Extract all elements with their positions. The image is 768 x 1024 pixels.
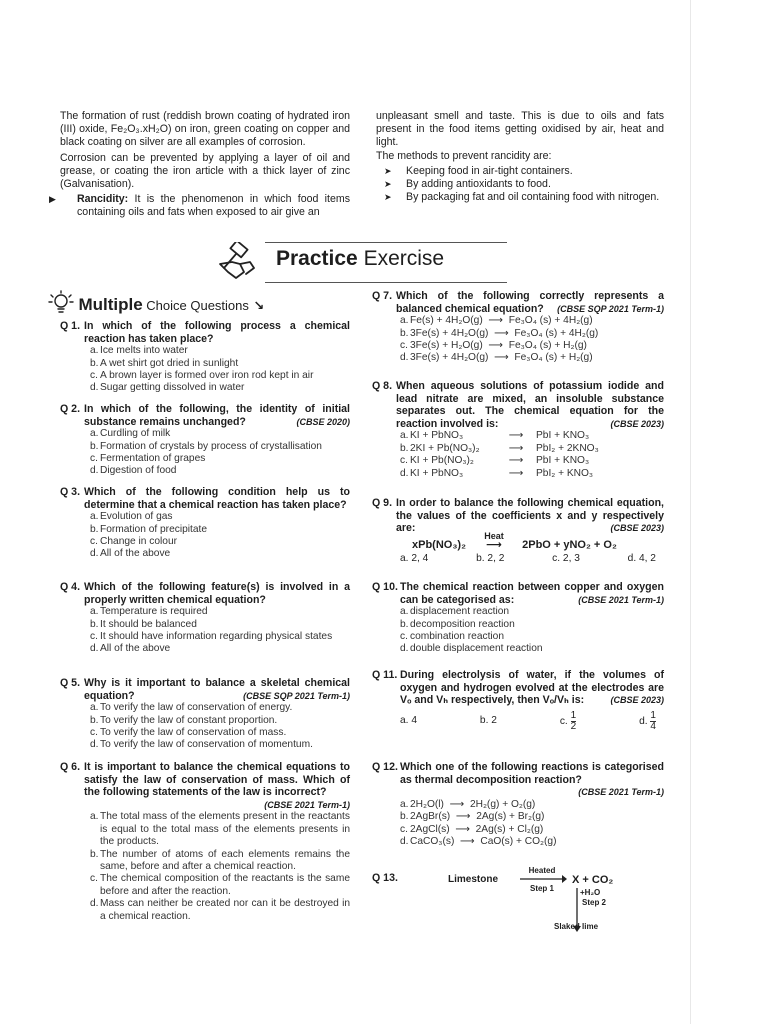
heading-text: Practice Exercise (276, 247, 445, 270)
question-8: Q 8. When aqueous solutions of potassium iodide and lead nitrate are mixed, an insoluble substance separates out. The chemical equation for the reaction involved is: (CBSE 2023) a. KI + PbNO₃ ⟶ PbI + KNO₃ b. 2KI + Pb(NO₃)₂ ⟶ PbI₂ + 2KNO₃ c. KI + Pb(NO₃)₂ ⟶ PbI + KNO₃ d. KI + PbNO₃ ⟶ PbI₂ + KNO₃ (372, 380, 664, 479)
question-10: Q 10. The chemical reaction between copper and oxygen can be categorised as: (CBSE 2021 Term-1) a. displacement reaction b. decomposition reaction c. combination reaction d. double displacement reaction (372, 581, 664, 655)
source-tag: (CBSE SQP 2021 Term-1) (557, 303, 664, 314)
question-4: Q 4. Which of the following feature(s) is involved in a properly written chemical equation? a. Temperature is required b. It should be balanced c. It should have information regarding physical states d. All of the above (60, 581, 350, 655)
q11-options (400, 711, 656, 732)
option: a. 2, 4 (400, 553, 429, 565)
arrow-icon: ⟶ (494, 352, 509, 364)
option: c. A brown layer is formed over iron rod kept in air (90, 370, 314, 381)
option: a. The total mass of the elements present in the reactants is equal to the total mass of the elements presents in the products. (90, 811, 350, 848)
hammer-hand-icon (214, 242, 258, 282)
q9-equation: xPb(NO₃)₂ Heat ⟶ 2PbO + yNO₂ + O₂ (412, 530, 617, 551)
question-5: Q 5. Why is it important to balance a skeletal chemical equation? (CBSE SQP 2021 Term-1) a. To verify the law of conservation of energy. b. To verify the law of constant proportion. c. To verify the law of conservation of mass. d. To verify the law of conservation of momentum. (60, 677, 350, 751)
option: d. All of the above (90, 643, 171, 655)
option: b. To verify the law of constant proportion. (90, 714, 278, 726)
methods-list (376, 165, 664, 205)
option: c. combination reaction (400, 631, 505, 642)
option: a. displacement reaction (400, 606, 510, 618)
option: d. KI + PbNO₃ ⟶ PbI₂ + KNO₃ (400, 467, 594, 479)
option: b. 2 (479, 714, 497, 726)
arrow-icon: ⟶ (455, 823, 470, 835)
textbook-page: The formation of rust (reddish brown coating of hydrated iron (III) oxide, Fe₂O₃.xH₂O) on iron, green coating on copper and black coating on silver are all examples of corrosion. Corrosion can be prevented by applying a layer of oil and grease, or coating the iron article with a thick layer of zinc (Galvanisation). ▶ Rancidity: It is the phenomenon in which food items containing oils and fats when exposed to air give an unpleasant smell and taste. This is due to oils and fats present in the food items getting oxidised by air, heat and light. The methods to prevent rancidity are: ➤ Keeping food in air-tight containers. ➤ By adding antioxidants to food. ➤ By packaging fat and oil containing food with nitrogen. Practice Exercise Multiple Choice Questions ↘ Q 1. In which of the following process a chemical reaction has taken place? a. Ice melts into water b. A wet shirt got dried in sunlight c. A brown layer is formed over iron rod kept in air d. Sugar getting dissolved in water Q 2. In which of the following, the identity of initial substance remains unchanged? (CBSE 2020) a. Curdling of milk b. Formation of crystals by process of crystallisation c. Fermentation of grapes d. Digestion of food Q 3. Which of the following condition help us to determine that a chemical reaction has taken place? a. Evolution of gas b. Formation of precipitate c. Change in colour d. All of the above Q 4. Which of the following feature(s) is involved in a properly written chemical equation? a. Temperature is required b. It should be balanced c. It should have information regarding physical states d. All of the above Q 5. Why is it important to balance a skeletal chemical equation? (CBSE SQP 2021 Term-1) a. To verify the law of conservation of energy. b. To verify the law of constant proportion. c. To verify the law of conservation of mass. d. To verify the law of conservation of momentum. Q 6. It is important to balance the chemical equations to satisfy the law of conservation of mass. Which of the following statements of the law is incorrect? (CBSE 2021 Term-1) a. The total mass of the elements present in the reactants is equal to the total mass of the elements presents in the products. b. The number of atoms of each elements remains the same, before and after a chemical reaction. c. The chemical composition of the reactants is the same before and after the reaction. d. Mass can neither be created nor can it be destroyed in a chemical reaction. Q 7. Which of the following correctly represents a balanced chemical equation? (CBSE SQP 2021 Term-1) a. Fe(s) + 4H₂O(g) ⟶ Fe₃O₄ (s) + 4H₂(g) b. 3Fe(s) + 4H₂O(g) ⟶ Fe₃O₄ (s) + 4H₂(g) c. 3Fe(s) + H₂O(g) ⟶ Fe₃O₄ (s) + H₂(g) d. 3Fe(s) + 4H₂O(g) ⟶ Fe₃O₄ (s) + H₂(g) Q 8. When aqueous solutions of potassium iodide and lead nitrate are mixed, an insoluble substance separates out. The chemical equation for the reaction involved is: (CBSE 2023) a. KI + PbNO₃ ⟶ PbI + KNO₃ b. 2KI + Pb(NO₃)₂ ⟶ PbI₂ + 2KNO₃ c. KI + Pb(NO₃)₂ ⟶ PbI + KNO₃ d. KI + PbNO₃ ⟶ PbI₂ + KNO₃ Q 9. In order to balance the following chemical equation, the values of the coefficients x and y respectively are: (CBSE 2023) xPb(NO₃)₂ Heat ⟶ 2PbO + yNO₂ + O₂ a. 2, 4 b. 2, 2 c. 2, 3 d. 4, 2 Q 10. The chemical reaction between copper and oxygen can be categorised as: (CBSE 2021 Term-1) a. displacement reaction b. decomposition reaction c. combination reaction d. double displacement reaction Q 11. During electrolysis of water, if the volumes of oxygen and hydrogen evolved at the electrodes are Vₒ and Vₕ respectively, then Vₒ/Vₕ is: (CBSE 2023) a. 4 b. 2 c. $\frac{1}{2}$ d. $\frac{1}{4}$ Q 12. Which one of the following reactions is categorised as thermal decomposition reaction? (CBSE 2021 Term-1) a. 2H₂O(l) ⟶ 2H₂(g) + O₂(g) b. 2AgBr(s) ⟶ 2Ag(s) + Br₂(g) c. 2AgCl(s) ⟶ 2Ag(s) + Cl₂(g) d. CaCO₃(s) ⟶ CaO(s) + CO₂(g) Q 13. Limestone Heated Step 1 X + CO₂ +H₂O Step 2 Slaked lime (0, 0, 768, 1024)
option: b. Formation of precipitate (90, 523, 208, 535)
option: b. 2KI + Pb(NO₃)₂ ⟶ PbI₂ + 2KNO₃ (400, 442, 599, 454)
source-tag: (CBSE 2021 Term-1) (578, 594, 664, 605)
arrow-bullet-icon: ➤ (384, 192, 392, 203)
option: d. Sugar getting dissolved in water (90, 382, 245, 394)
triangle-bullet-icon: ▶ (49, 194, 56, 205)
option: d. 4, 2 (627, 553, 656, 565)
question-9: Q 9. In order to balance the following chemical equation, the values of the coefficients x and y respectively are: (CBSE 2023) xPb(NO₃)₂ Heat ⟶ 2PbO + yNO₂ + O₂ a. 2, 4 b. 2, 2 c. 2, 3 d. 4, 2 (372, 497, 664, 565)
option: d. All of the above (90, 548, 171, 560)
option: d. $\frac{1}{4}$ (639, 709, 656, 732)
option: c. KI + Pb(NO₃)₂ ⟶ PbI + KNO₃ (400, 455, 590, 467)
option: d. Mass can neither be created nor can it be destroyed in a chemical reaction. (90, 898, 350, 922)
corrosion-prevention-paragraph: Corrosion can be prevented by applying a layer of oil and grease, or coating the iron article with a thick layer of zinc (Galvanisation). (60, 151, 350, 191)
source-tag: (CBSE 2023) (610, 523, 664, 534)
source-tag: (CBSE 2021 Term-1) (578, 787, 664, 798)
arrow-icon: ⟶ (494, 327, 509, 339)
intro-left-column (49, 110, 350, 220)
rancidity-continued-paragraph: unpleasant smell and taste. This is due to oils and fats present in the food items getting oxidised by air, heat and light. (376, 110, 664, 149)
methods-intro: The methods to prevent rancidity are: (376, 149, 552, 162)
option: d. 3Fe(s) + 4H₂O(g) ⟶ Fe₃O₄ (s) + H₂(g) (400, 352, 593, 364)
arrow-icon: ⟶ (508, 442, 524, 454)
heading-bottom-rule (265, 282, 507, 283)
option: d. double displacement reaction (400, 643, 543, 655)
source-tag: (CBSE 2023) (610, 695, 664, 706)
method-item: ➤ Keeping food in air-tight containers. (384, 164, 573, 177)
option: d. CaCO₃(s) ⟶ CaO(s) + CO₂(g) (400, 836, 557, 847)
option: a. 2H₂O(l) ⟶ 2H₂(g) + O₂(g) (400, 798, 536, 810)
arrow-icon: ⟶ (508, 467, 524, 479)
source-tag: (CBSE 2023) (610, 418, 664, 429)
question-3: Q 3. Which of the following condition help us to determine that a chemical reaction has taken place? a. Evolution of gas b. Formation of precipitate c. Change in colour d. All of the above (60, 486, 350, 560)
method-item: ➤ By adding antioxidants to food. (384, 178, 551, 191)
option: b. 2, 2 (476, 553, 505, 565)
arrow-icon: ⟶ (449, 798, 465, 810)
option: a. Fe(s) + 4H₂O(g) ⟶ Fe₃O₄ (s) + 4H₂(g) (400, 315, 593, 327)
option: c. 2AgCl(s) ⟶ 2Ag(s) + Cl₂(g) (400, 823, 544, 835)
arrow-bullet-icon: ➤ (384, 179, 392, 190)
arrow-bullet-icon: ➤ (384, 165, 392, 176)
lightbulb-icon (44, 290, 74, 316)
arrow-icon: ⟶ (455, 811, 471, 823)
option: a. KI + PbNO₃ ⟶ PbI + KNO₃ (400, 430, 590, 442)
question-1: Q 1. In which of the following process a chemical reaction has taken place? a. Ice melts into water b. A wet shirt got dried in sunlight c. A brown layer is formed over iron rod kept in air d. Sugar getting dissolved in water (60, 320, 350, 394)
option: c. 3Fe(s) + H₂O(g) ⟶ Fe₃O₄ (s) + H₂(g) (400, 340, 587, 351)
question-12: Q 12. Which one of the following reactions is categorised as thermal decomposition reaction? (CBSE 2021 Term-1) a. 2H₂O(l) ⟶ 2H₂(g) + O₂(g) b. 2AgBr(s) ⟶ 2Ag(s) + Br₂(g) c. 2AgCl(s) ⟶ 2Ag(s) + Cl₂(g) d. CaCO₃(s) ⟶ CaO(s) + CO₂(g) (372, 761, 664, 847)
option: b. 3Fe(s) + 4H₂O(g) ⟶ Fe₃O₄ (s) + 4H₂(g) (400, 327, 599, 339)
arrow-icon: ⟶ (508, 430, 524, 442)
option: c. Change in colour (90, 536, 178, 547)
option: c. $\frac{1}{2}$ (559, 709, 577, 732)
arrow-icon: ⟶ (488, 315, 504, 327)
option: a. Temperature is required (90, 606, 208, 618)
source-tag: (CBSE SQP 2021 Term-1) (243, 690, 350, 701)
option: c. It should have information regarding physical states (90, 631, 333, 642)
option: a. 4 (400, 714, 417, 726)
question-11: Q 11. During electrolysis of water, if the volumes of oxygen and hydrogen evolved at the electrodes are Vₒ and Vₕ respectively, then Vₒ/Vₕ is: (CBSE 2023) a. 4 b. 2 c. $\frac{1}{2}$ d. $\frac{1}{4}$ (372, 669, 664, 732)
option: b. It should be balanced (90, 618, 197, 630)
option: d. Digestion of food (90, 465, 177, 477)
corrosion-paragraph: The formation of rust (reddish brown coating of hydrated iron (III) oxide, Fe₂O₃.xH₂O) on iron, green coating on copper and black coating on silver are all examples of corrosion. (60, 110, 350, 149)
method-item: ➤ By packaging fat and oil containing food with nitrogen. (384, 191, 660, 204)
option: d. To verify the law of conservation of momentum. (90, 739, 313, 751)
option: c. Fermentation of grapes (90, 453, 206, 464)
option: b. 2AgBr(s) ⟶ 2Ag(s) + Br₂(g) (400, 811, 545, 823)
arrow-icon: ⟶ (460, 836, 475, 847)
option: c. To verify the law of conservation of mass. (90, 727, 287, 738)
practice-exercise-heading (214, 238, 514, 284)
option: c. The chemical composition of the reactants is the same before and after the reaction. (90, 873, 350, 897)
option: b. Formation of crystals by process of crystallisation (90, 440, 322, 452)
option: a. Ice melts into water (90, 345, 188, 357)
rancidity-label: Rancidity: (77, 193, 129, 206)
rancidity-text: It is the phenomenon in which food items containing oils and fats when exposed to air give an (77, 193, 350, 219)
q13-reaction-diagram: Limestone Heated Step 1 X + CO₂ +H₂O Step 2 Slaked lime (448, 866, 614, 931)
option: a. Curdling of milk (90, 428, 171, 440)
question-7: Q 7. Which of the following correctly represents a balanced chemical equation? (CBSE SQP 2021 Term-1) a. Fe(s) + 4H₂O(g) ⟶ Fe₃O₄ (s) + 4H₂(g) b. 3Fe(s) + 4H₂O(g) ⟶ Fe₃O₄ (s) + 4H₂(g) c. 3Fe(s) + H₂O(g) ⟶ Fe₃O₄ (s) + H₂(g) d. 3Fe(s) + 4H₂O(g) ⟶ Fe₃O₄ (s) + H₂(g) (372, 290, 664, 364)
heading-top-rule (265, 242, 507, 243)
option: b. A wet shirt got dried in sunlight (90, 357, 239, 369)
mcq-section-title: Multiple Choice Questions ↘ (44, 290, 344, 316)
rancidity-bullet (49, 193, 350, 219)
source-tag: (CBSE 2020) (296, 416, 350, 427)
source-tag: (CBSE 2021 Term-1) (264, 799, 350, 810)
option: b. The number of atoms of each elements remains the same, before and after a chemical reaction. (90, 848, 350, 872)
q9-options (400, 553, 656, 566)
option: c. 2, 3 (552, 553, 580, 565)
question-2: Q 2. In which of the following, the identity of initial substance remains unchanged? (CBSE 2020) a. Curdling of milk b. Formation of crystals by process of crystallisation c. Fermentation of grapes d. Digestion of food (60, 403, 350, 477)
option: a. Evolution of gas (90, 511, 173, 523)
arrow-icon: ⟶ (488, 340, 504, 351)
option: b. decomposition reaction (400, 618, 515, 630)
page-edge-line (690, 0, 691, 1024)
intro-right-column (376, 110, 664, 204)
option: a. To verify the law of conservation of energy. (90, 702, 293, 714)
arrow-icon: ⟶ (508, 455, 524, 467)
question-6: Q 6. It is important to balance the chemical equations to satisfy the law of conservation of mass. Which of the following statements of the law is incorrect? (CBSE 2021 Term-1) a. The total mass of the elements present in the reactants is equal to the total mass of the elements presents in the products. b. The number of atoms of each elements remains the same, before and after a chemical reaction. c. The chemical composition of the reactants is the same before and after the reaction. d. Mass can neither be created nor can it be destroyed in a chemical reaction. (60, 761, 350, 922)
arrow-down-right-icon: ↘ (253, 298, 265, 313)
